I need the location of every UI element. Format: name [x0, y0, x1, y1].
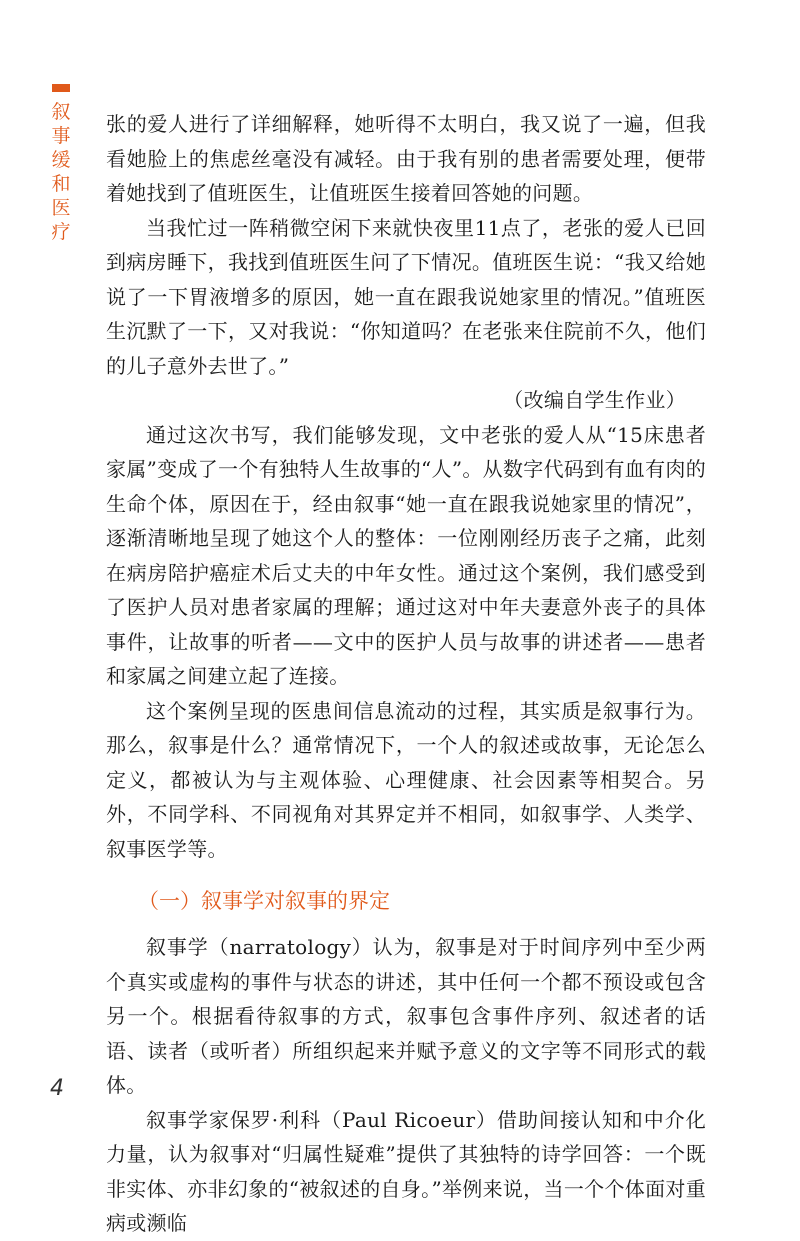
source-note: （改编自学生作业） [503, 388, 686, 412]
section-heading: （一）叙事学对叙事的界定 [138, 889, 390, 913]
paragraph-continued: 张的爱人进行了详细解释，她听得不太明白，我又说了一遍，但我看她脸上的焦虑丝毫没有减轻。由于我有别的患者需要处理，便带着她找到了值班医生，让值班医生接着回答她的问题。 [106, 112, 706, 205]
chapter-title-char: 和 [51, 173, 71, 195]
chapter-title-char: 医 [51, 197, 71, 219]
chapter-title-char: 疗 [51, 221, 71, 243]
chapter-marker-bar [52, 84, 70, 92]
chapter-title-char: 叙 [51, 101, 71, 123]
chapter-title-char: 缓 [51, 149, 71, 171]
paragraph: 这个案例呈现的医患间信息流动的过程，其实质是叙事行为。那么，叙事是什么？通常情况下，一个人的叙述或故事，无论怎么定义，都被认为与主观体验、心理健康、社会因素等相契合。另外，不同学科、不同视角对其界定并不相同，如叙事学、人类学、叙事医学等。 [106, 698, 706, 861]
paragraph: 叙事学家保罗·利科（Paul Ricoeur）借助间接认知和中介化力量，认为叙事对“归属性疑难”提供了其独特的诗学回答：一个既非实体、亦非幻象的“被叙述的自身。”举例来说，当一个个体面对重病或濒临 [106, 1107, 706, 1235]
chapter-title-char: 事 [51, 125, 71, 147]
paragraph: 当我忙过一阵稍微空闲下来就快夜里11点了，老张的爱人已回到病房睡下，我找到值班医生问了下情况。值班医生说：“我又给她说了一下胃液增多的原因，她一直在跟我说她家里的情况。”值班医生沉默了一下，又对我说：“你知道吗？在老张来住院前不久，他们的儿子意外去世了。” [106, 215, 706, 378]
paragraph: 叙事学（narratology）认为，叙事是对于时间序列中至少两个真实或虚构的事件与状态的讲述，其中任何一个都不预设或包含另一个。根据看待叙事的方式，叙事包含事件序列、叙述者的话语、读者（或听者）所组织起来并赋予意义的文字等不同形式的载体。 [106, 935, 706, 1097]
page-body [106, 107, 706, 1241]
paragraph: 通过这次书写，我们能够发现，文中老张的爱人从“15床患者家属”变成了一个有独特人生故事的“人”。从数字代码到有血有肉的生命个体，原因在于，经由叙事“她一直在跟我说她家里的情况”，逐渐清晰地呈现了她这个人的整体：一位刚刚经历丧子之痛，此刻在病房陪护癌症术后丈夫的中年女性。通过这个案例，我们感受到了医护人员对患者家属的理解；通过这对中年夫妻意外丧子的具体事件，让故事的听者——文中的医护人员与故事的讲述者——患者和家属之间建立起了连接。 [106, 422, 706, 688]
chapter-running-title [50, 100, 72, 244]
page-number: 4 [50, 1076, 64, 1101]
